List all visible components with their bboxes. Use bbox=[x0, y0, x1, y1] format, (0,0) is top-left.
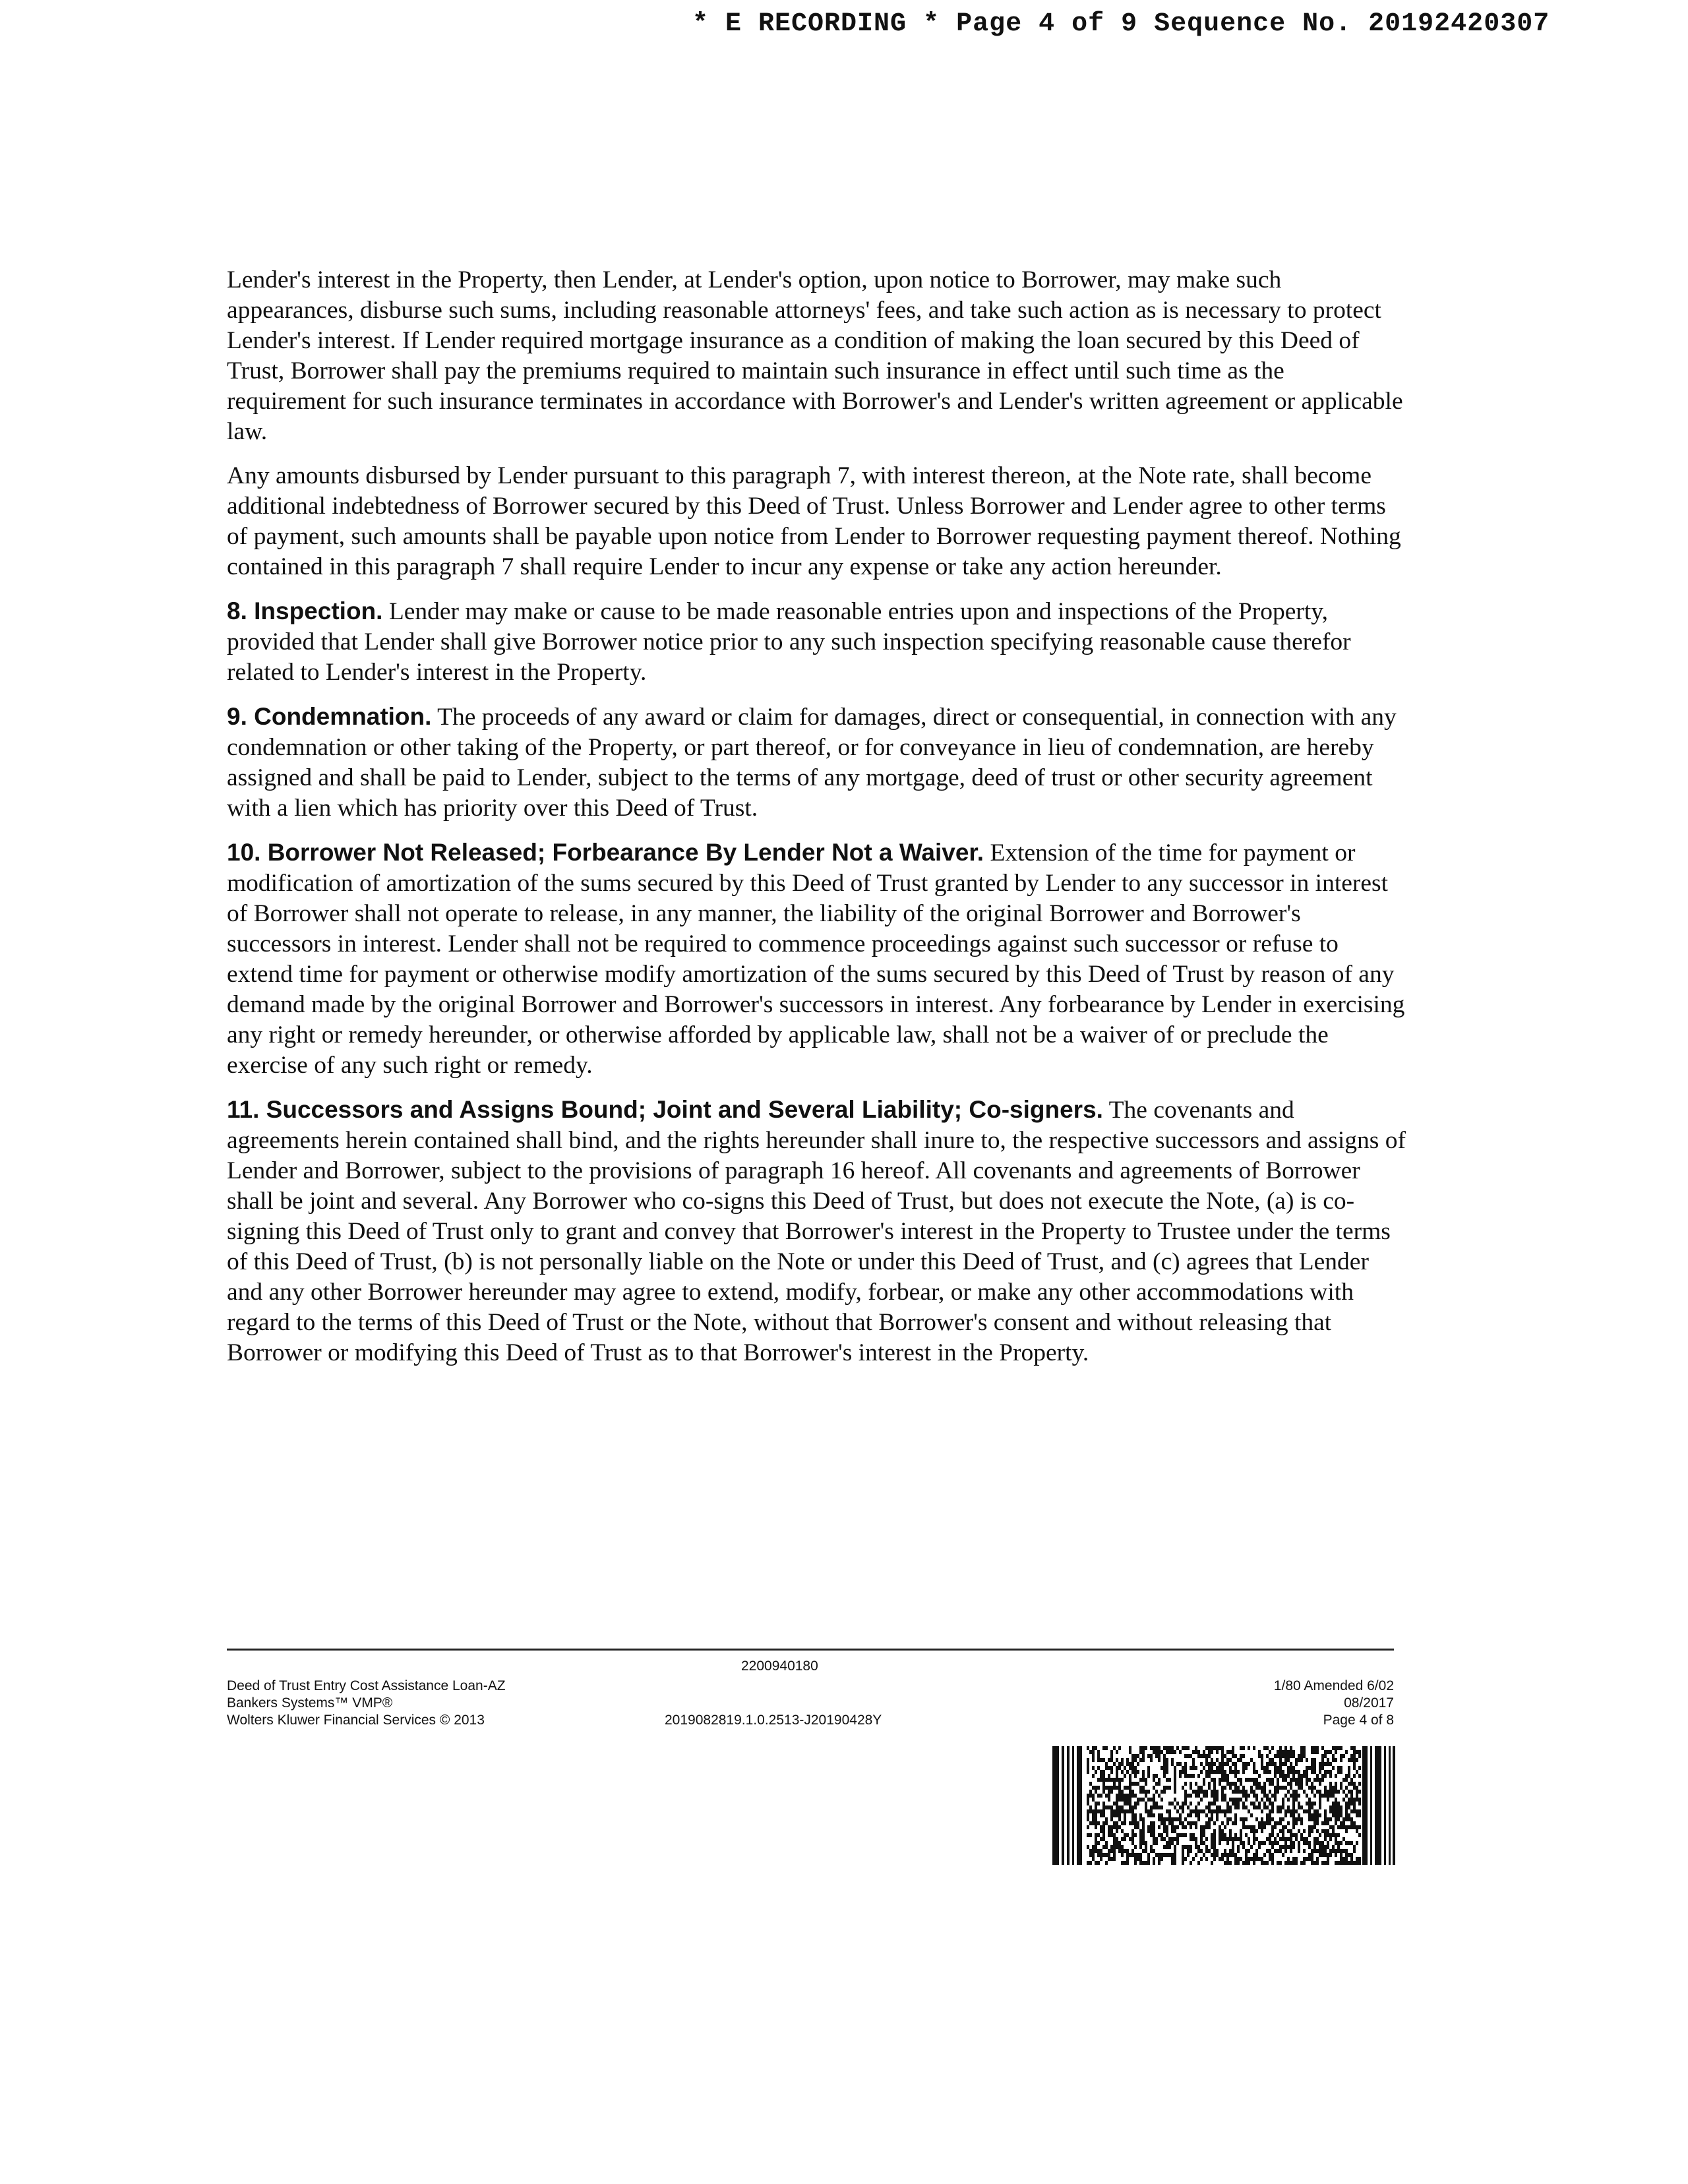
form-page-number: Page 4 of 8 bbox=[1323, 1713, 1394, 1728]
paragraph-7-amounts: Any amounts disbursed by Lender pursuant to this paragraph 7, with interest thereon, at the Note rate, shall become additional indebtedness of Borrower secured by this Deed of Trust. Unless Borrower and Lender agree to other terms of payment, such amounts shall be payable upon notice from Lender to Borrower requesting payment thereof. Nothing contained in this paragraph 7 shall require Lender to incur any expense or take any action hereunder. bbox=[227, 462, 1401, 580]
form-amended: 1/80 Amended 6/02 bbox=[1273, 1678, 1394, 1693]
pdf417-barcode bbox=[1052, 1746, 1395, 1865]
recording-header: * E RECORDING * Page 4 of 9 Sequence No. 20192420307 bbox=[692, 9, 1550, 39]
section-11-heading: 11. Successors and Assigns Bound; Joint and Several Liability; Co-signers. bbox=[227, 1096, 1103, 1123]
section-10-heading: 10. Borrower Not Released; Forbearance By Lender Not a Waiver. bbox=[227, 839, 984, 866]
form-date: 08/2017 bbox=[1344, 1695, 1394, 1711]
document-code: 2019082819.1.0.2513-J20190428Y bbox=[665, 1713, 882, 1728]
form-title: Deed of Trust Entry Cost Assistance Loan-AZ bbox=[227, 1678, 506, 1693]
document-body bbox=[227, 265, 1407, 1382]
section-8 bbox=[227, 596, 1407, 688]
section-11-text: The covenants and agreements herein contained shall bind, and the rights hereunder shall inure to, the respective successors and assigns of Lender and Borrower, subject to the provisions of paragraph 16 hereof. All covenants and agreements of Borrower shall be joint and several. Any Borrower who co-signs this Deed of Trust, but does not execute the Note, (a) is co-signing this Deed of Trust only to grant and convey that Borrower's interest in the Property to Trustee under the terms of this Deed of Trust, (b) is not personally liable on the Note or under this Deed of Trust, and (c) agrees that Lender and any other Borrower hereunder may agree to extend, modify, forbear, or make any other accommodations with regard to the terms of this Deed of Trust or the Note, without that Borrower's consent and without releasing that Borrower or modifying this Deed of Trust as to that Borrower's interest in the Property. bbox=[227, 1097, 1406, 1366]
form-vendor: Bankers Systems™ VMP® bbox=[227, 1695, 393, 1711]
section-8-text: Lender may make or cause to be made reasonable entries upon and inspections of the Property, provided that Lender shall give Borrower notice prior to any such inspection specifying reasonable cause therefor related to Lender's interest in the Property. bbox=[227, 598, 1351, 686]
section-8-heading: 8. Inspection. bbox=[227, 597, 383, 624]
loan-number: 2200940180 bbox=[741, 1658, 818, 1674]
form-copyright: Wolters Kluwer Financial Services © 2013 bbox=[227, 1713, 485, 1728]
section-10-text: Extension of the time for payment or modification of amortization of the sums secured by this Deed of Trust granted by Lender to any successor in interest of Borrower shall not operate to release, in any manner, the liability of the original Borrower and Borrower's successors in interest. Lender shall not be required to commence proceedings against such successor or refuse to extend time for payment or otherwise modify amortization of the sums secured by this Deed of Trust by reason of any demand made by the original Borrower and Borrower's successors in interest. Any forbearance by Lender in exercising any right or remedy hereunder, or otherwise afforded by applicable law, shall not be a waiver of or preclude the exercise of any such right or remedy. bbox=[227, 839, 1405, 1079]
section-9-heading: 9. Condemnation. bbox=[227, 703, 432, 730]
section-9 bbox=[227, 702, 1407, 824]
paragraph-7-continued: Lender's interest in the Property, then Lender, at Lender's option, upon notice to Borrower, may make such appearances, disburse such sums, including reasonable attorneys' fees, and take such action as is necessary to protect Lender's interest. If Lender required mortgage insurance as a condition of making the loan secured by this Deed of Trust, Borrower shall pay the premiums required to maintain such insurance in effect until such time as the requirement for such insurance terminates in accordance with Borrower's and Lender's written agreement or applicable law. bbox=[227, 266, 1403, 445]
footer-divider bbox=[227, 1649, 1394, 1651]
section-9-text: The proceeds of any award or claim for damages, direct or consequential, in connection with any condemnation or other taking of the Property, or part thereof, or for conveyance in lieu of condemnation, are hereby assigned and shall be paid to Lender, subject to the terms of any mortgage, deed of trust or other security agreement with a lien which has priority over this Deed of Trust. bbox=[227, 704, 1397, 822]
footer-form-info bbox=[227, 1678, 506, 1729]
footer-page-info bbox=[1196, 1678, 1394, 1729]
section-11 bbox=[227, 1095, 1407, 1368]
section-10 bbox=[227, 837, 1407, 1081]
